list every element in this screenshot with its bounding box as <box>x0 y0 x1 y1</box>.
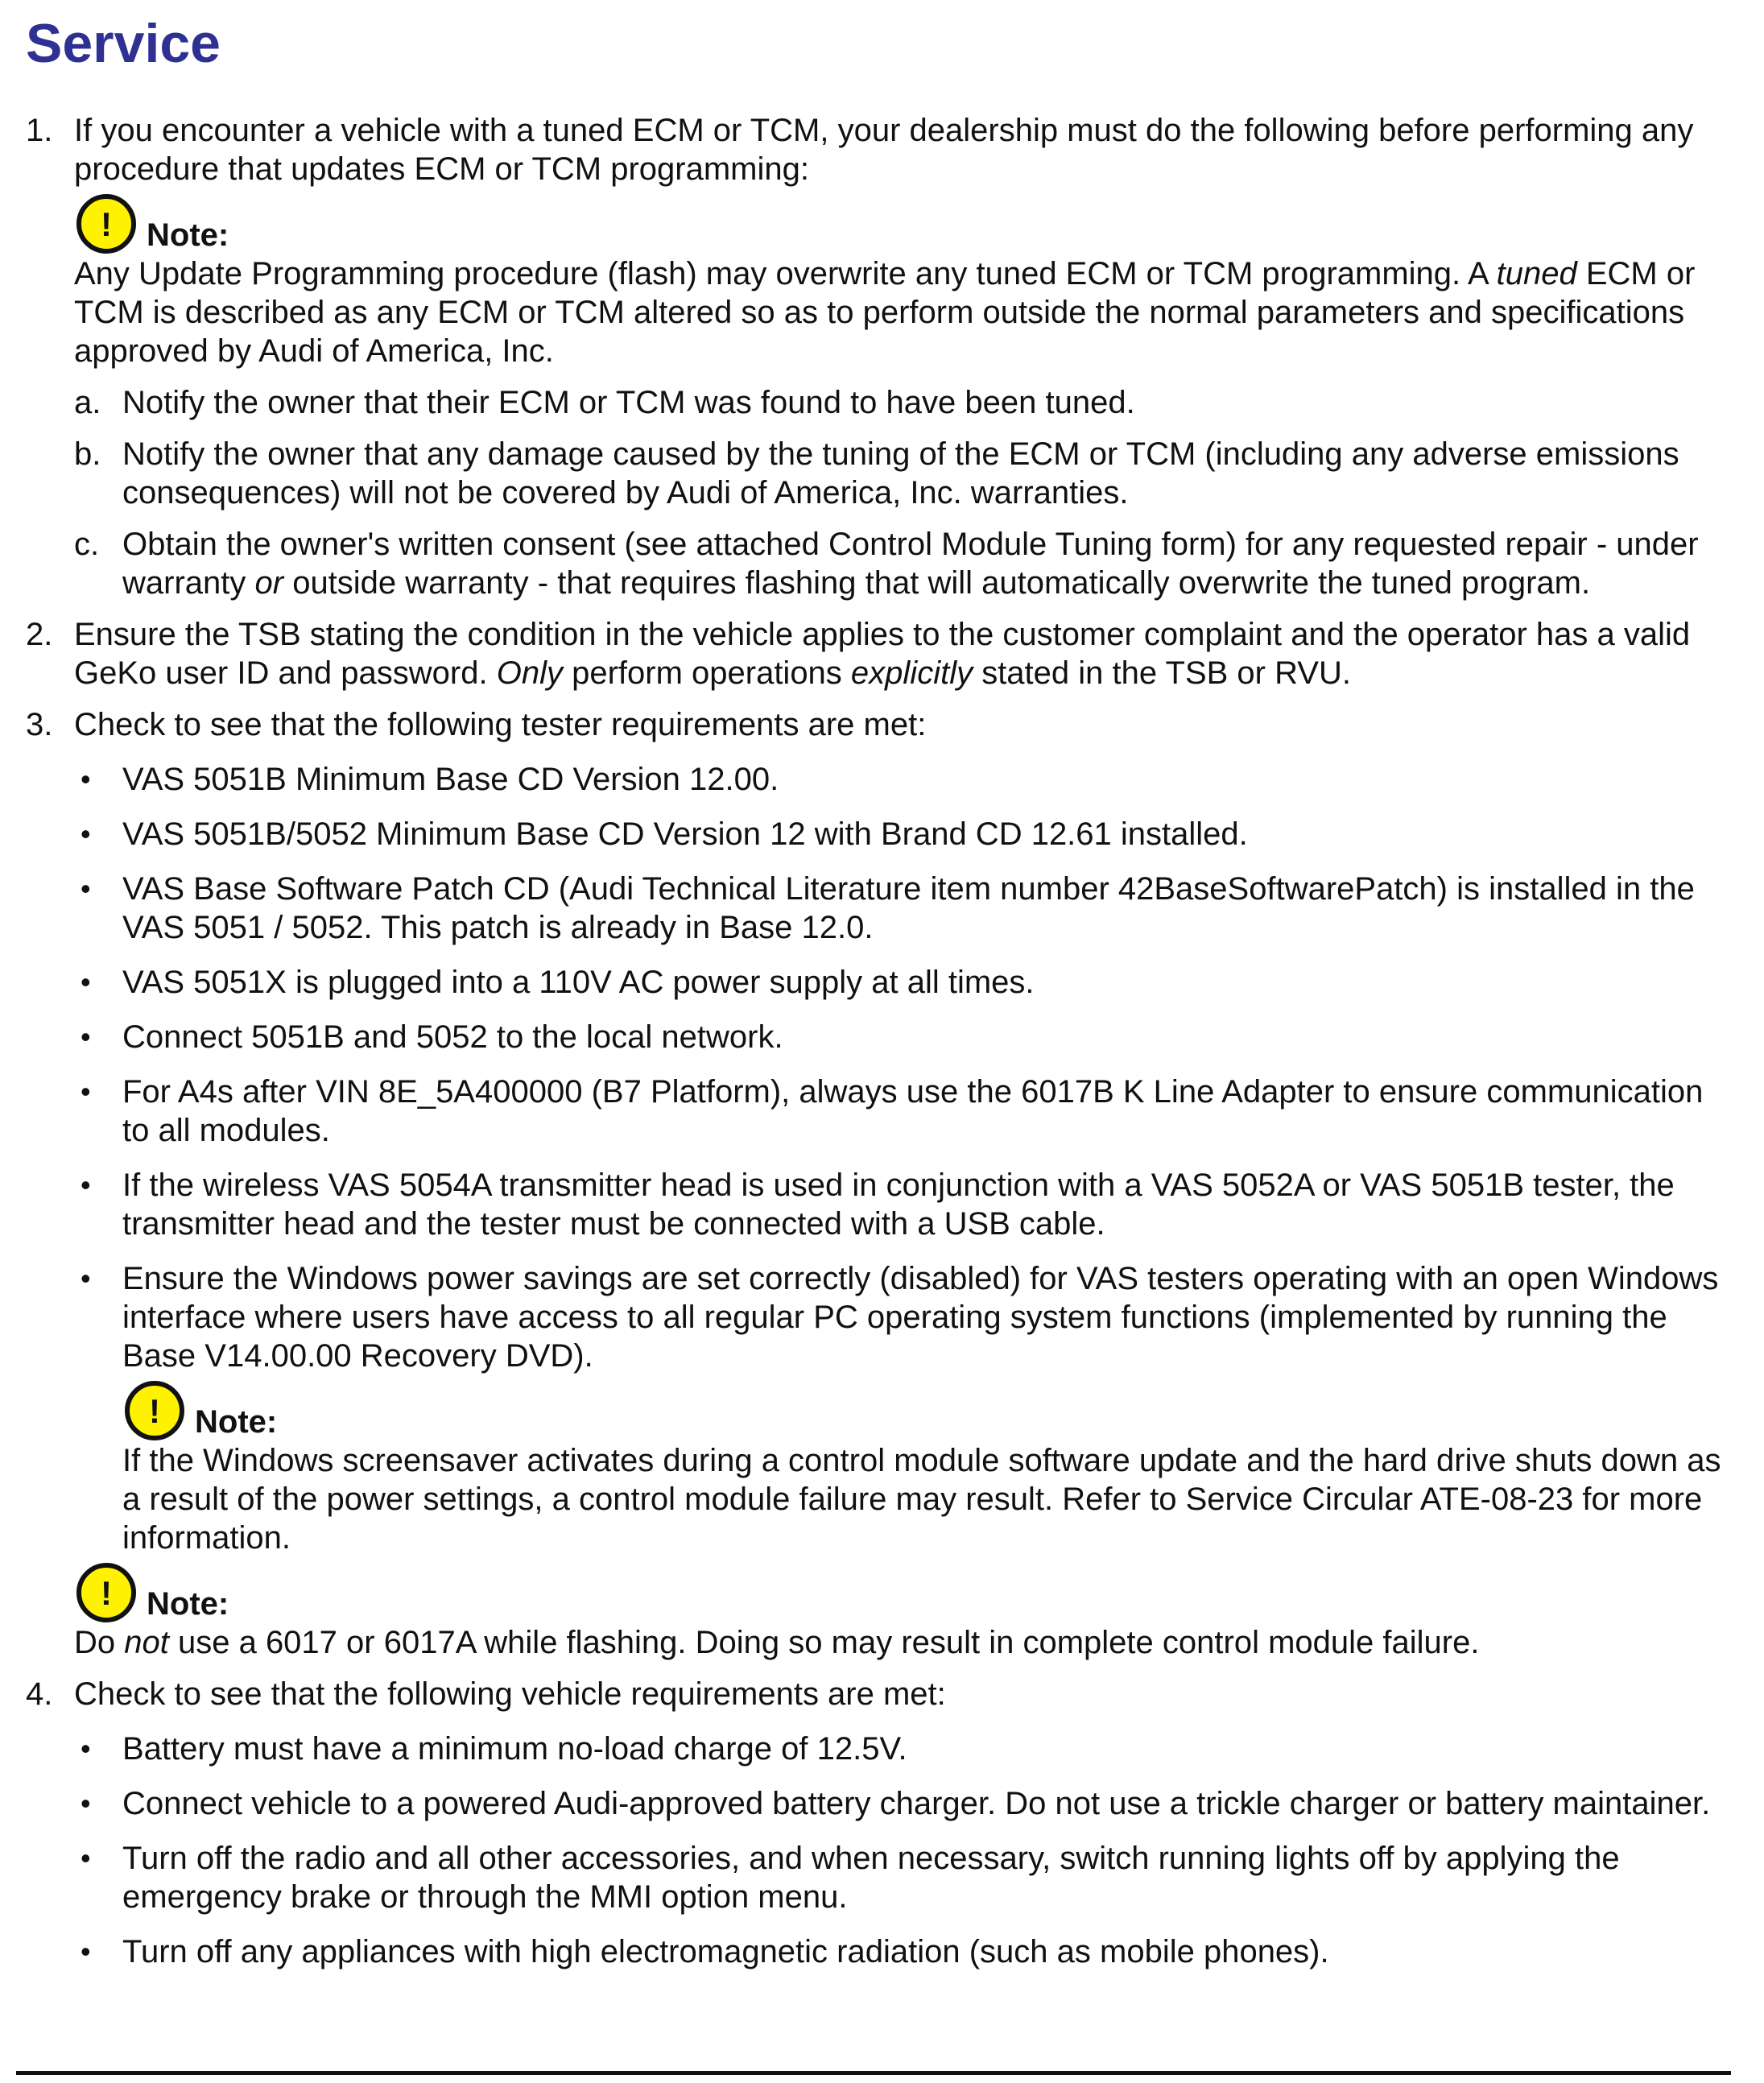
bullet-item <box>74 1730 1733 1768</box>
note-text: Any Update Programming procedure (flash) may overwrite any tuned ECM or TCM programming. A tuned ECM or TCM is described as any ECM or TCM altered so as to perform outside the normal parameters and specifications approved by Audi of America, Inc. <box>74 256 1696 369</box>
sub-item-a <box>74 383 1733 422</box>
step-text: Check to see that the following tester requirements are met: <box>74 707 927 742</box>
bullet-item <box>74 815 1733 853</box>
bullet-item <box>74 1259 1733 1557</box>
bullet-item <box>74 1018 1733 1056</box>
bullet-icon: • <box>81 1020 91 1053</box>
bullet-text: If the wireless VAS 5054A transmitter head is used in conjunction with a VAS 5052A or VAS 5051B tester, the transmitter head and the tester must be connected with a USB cable. <box>122 1168 1675 1242</box>
note-text: Do not use a 6017 or 6017A while flashing. Doing so may result in complete control module failure. <box>74 1625 1480 1660</box>
caution-icon-glyph: ! <box>101 1574 112 1612</box>
step-text: Check to see that the following vehicle requirements are met: <box>74 1676 946 1712</box>
note-header <box>74 196 1733 254</box>
step-number: 2. <box>26 617 53 652</box>
bullet-text: Turn off the radio and all other accessories, and when necessary, switch running lights off by applying the emergency brake or through the MMI option menu. <box>122 1841 1620 1915</box>
bullet-text: VAS 5051X is plugged into a 110V AC power supply at all times. <box>122 965 1035 1000</box>
bullet-icon: • <box>81 1787 91 1820</box>
bullet-text: VAS 5051B Minimum Base CD Version 12.00. <box>122 762 779 797</box>
note-box <box>74 196 1733 370</box>
bullet-item <box>74 870 1733 947</box>
caution-icon-glyph: ! <box>149 1392 160 1430</box>
sub-item-c <box>74 525 1733 602</box>
sub-letter: b. <box>74 436 101 472</box>
bullet-icon: • <box>81 817 91 850</box>
note-header <box>74 1565 1733 1623</box>
step-number: 3. <box>26 707 53 742</box>
caution-icon <box>74 1560 138 1625</box>
service-page <box>26 0 1733 1984</box>
bottom-rule <box>16 2071 1731 2075</box>
bullet-icon: • <box>81 763 91 796</box>
step-1 <box>26 111 1733 602</box>
bullet-item <box>74 760 1733 799</box>
sub-text: Notify the owner that any damage caused by the tuning of the ECM or TCM (including any adverse emissions consequences) will not be covered by Audi of America, Inc. warranties. <box>122 436 1679 510</box>
sub-text: Notify the owner that their ECM or TCM was found to have been tuned. <box>122 385 1135 420</box>
bullet-text: VAS Base Software Patch CD (Audi Technical Literature item number 42BaseSoftwarePatch) is installed in the VAS 5051 / 5052. This patch is already in Base 12.0. <box>122 871 1695 945</box>
note-label: Note: <box>195 1404 278 1440</box>
step-2 <box>26 615 1733 692</box>
bullet-text: VAS 5051B/5052 Minimum Base CD Version 12 with Brand CD 12.61 installed. <box>122 816 1248 852</box>
caution-icon-glyph: ! <box>101 205 112 243</box>
note-text: If the Windows screensaver activates during a control module software update and the hard drive shuts down as a result of the power settings, a control module failure may result. Refer to Service Circular ATE-08-23 for more information. <box>122 1443 1721 1556</box>
bullet-text: Connect vehicle to a powered Audi-approved battery charger. Do not use a trickle charger or battery maintainer. <box>122 1786 1711 1821</box>
caution-icon <box>74 192 138 256</box>
bullet-icon: • <box>81 1168 91 1201</box>
bullet-item <box>74 1784 1733 1823</box>
bullet-text: Ensure the Windows power savings are set correctly (disabled) for VAS testers operating with an open Windows interface where users have access to all regular PC operating system functions (implemented by running the Base V14.00.00 Recovery DVD). <box>122 1261 1719 1374</box>
step-text: If you encounter a vehicle with a tuned ECM or TCM, your dealership must do the following before performing any procedure that updates ECM or TCM programming: <box>74 113 1694 187</box>
bullet-icon: • <box>81 1935 91 1968</box>
bullet-icon: • <box>81 1262 91 1295</box>
sub-text: Obtain the owner's written consent (see attached Control Module Tuning form) for any requested repair - under warranty or outside warranty - that requires flashing that will automatically overwrite the tuned program. <box>122 527 1699 601</box>
note-box <box>74 1565 1733 1662</box>
sub-letter: a. <box>74 385 101 420</box>
step-number: 1. <box>26 113 53 148</box>
note-label: Note: <box>147 1586 229 1622</box>
bullet-item <box>74 1839 1733 1916</box>
step-3 <box>26 705 1733 1662</box>
note-header <box>122 1383 1733 1441</box>
note-box <box>122 1383 1733 1557</box>
bullet-text: For A4s after VIN 8E_5A400000 (B7 Platform), always use the 6017B K Line Adapter to ensure communication to all modules. <box>122 1074 1704 1148</box>
bullet-item <box>74 1072 1733 1150</box>
service-content <box>26 111 1733 1971</box>
step-4 <box>26 1675 1733 1971</box>
bullet-text: Battery must have a minimum no-load charge of 12.5V. <box>122 1731 907 1767</box>
bullet-text: Connect 5051B and 5052 to the local network. <box>122 1019 783 1055</box>
step-text: Ensure the TSB stating the condition in the vehicle applies to the customer complaint and the operator has a valid GeKo user ID and password. Only perform operations explicitly stated in the TSB or RVU. <box>74 617 1691 691</box>
bullet-icon: • <box>81 1075 91 1108</box>
step-number: 4. <box>26 1676 53 1712</box>
bullet-icon: • <box>81 1732 91 1765</box>
bullet-item <box>74 1932 1733 1971</box>
bullet-item <box>74 963 1733 1002</box>
bullet-item <box>74 1166 1733 1243</box>
page-title: Service <box>26 13 221 74</box>
sub-item-b <box>74 435 1733 512</box>
sub-letter: c. <box>74 527 100 562</box>
note-label: Note: <box>147 217 229 253</box>
bullet-icon: • <box>81 1841 91 1874</box>
bullet-icon: • <box>81 872 91 905</box>
bullet-icon: • <box>81 965 91 998</box>
caution-icon <box>122 1378 187 1443</box>
bullet-text: Turn off any appliances with high electromagnetic radiation (such as mobile phones). <box>122 1934 1329 1969</box>
